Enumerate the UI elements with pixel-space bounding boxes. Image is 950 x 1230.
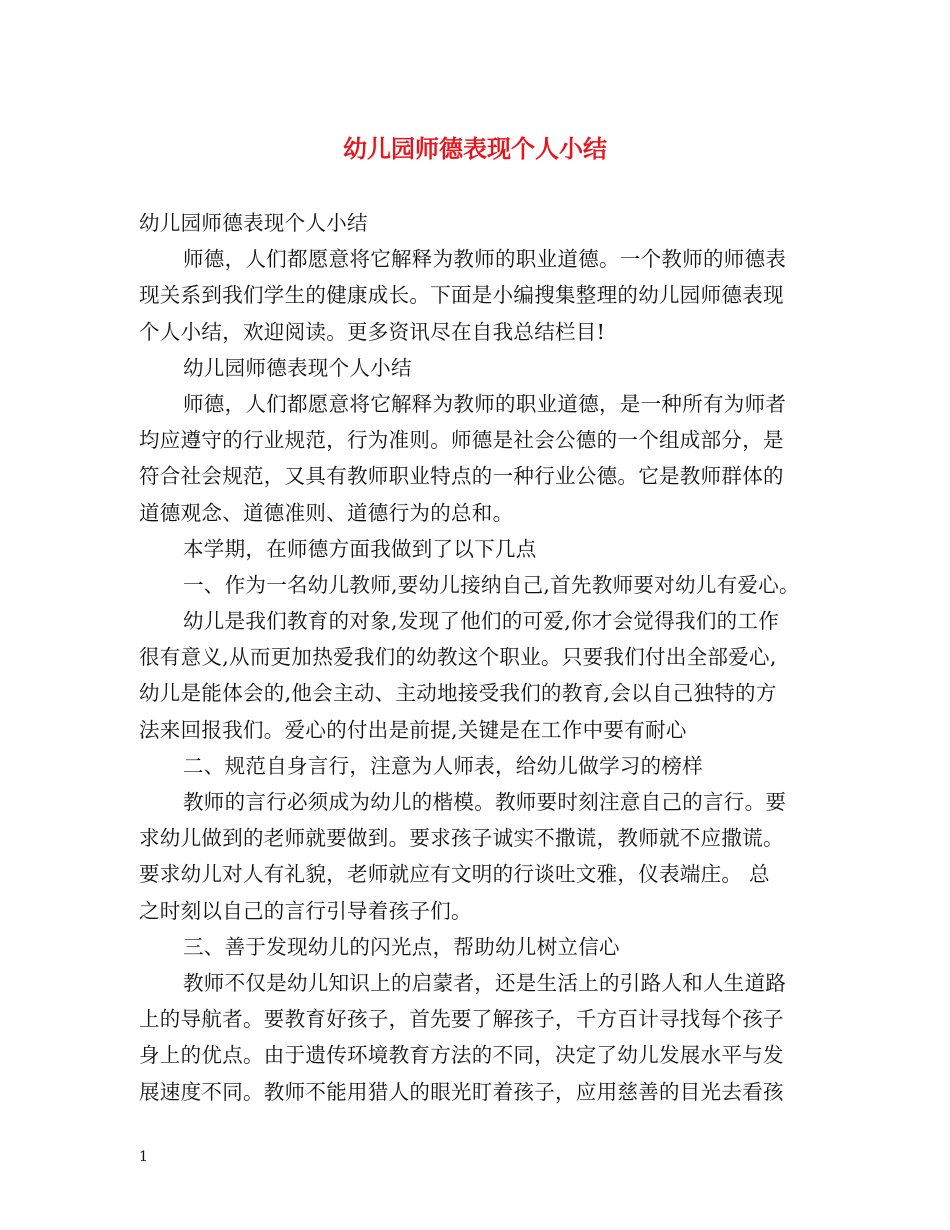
document-body <box>139 205 819 1110</box>
text-line: 符合社会规范，又具有教师职业特点的一种行业公德。它是教师群体的 <box>139 464 784 489</box>
text-line: 师德，人们都愿意将它解释为教师的职业道德。一个教师的师德表 <box>183 247 787 272</box>
text-line: 一、作为一名幼儿教师,要幼儿接纳自己,首先教师要对幼儿有爱心。 <box>183 572 800 597</box>
text-line: 均应遵守的行业规范，行为准则。师德是社会公德的一个组成部分，是 <box>139 428 784 453</box>
page-number: 1 <box>139 1149 148 1165</box>
text-line: 幼儿园师德表现个人小结 <box>139 211 368 235</box>
text-line: 教师不仅是幼儿知识上的启蒙者，还是生活上的引路人和人生道路 <box>183 970 787 995</box>
text-line: 道德观念、道德准则、道德行为的总和。 <box>139 500 514 525</box>
text-line: 教师的言行必须成为幼儿的楷模。教师要时刻注意自己的言行。要 <box>183 790 787 814</box>
text-line: 二、规范自身言行，注意为人师表，给幼儿做学习的榜样 <box>183 753 703 778</box>
text-line: 师德，人们都愿意将它解释为教师的职业道德，是一种所有为师者 <box>183 391 787 416</box>
text-line: 身上的优点。由于遗传环境教育方法的不同，决定了幼儿发展水平与发 <box>139 1043 784 1068</box>
text-line: 现关系到我们学生的健康成长。下面是小编搜集整理的幼儿园师德表现 <box>139 283 784 308</box>
text-line: 上的导航者。要教育好孩子，首先要了解孩子，千方百计寻找每个孩子 <box>139 1007 784 1032</box>
text-line: 个人小结，欢迎阅读。更多资讯尽在自我总结栏目! <box>139 319 606 344</box>
text-line: 幼儿是能体会的,他会主动、主动地接受我们的教育,会以自己独特的方 <box>139 681 777 706</box>
text-line: 幼儿是我们教育的对象,发现了他们的可爱,你才会觉得我们的工作 <box>183 609 780 634</box>
text-line: 法来回报我们。爱心的付出是前提,关键是在工作中要有耐心 <box>139 717 687 742</box>
text-line: 展速度不同。教师不能用猎人的眼光盯着孩子，应用慈善的目光去看孩 <box>139 1079 784 1104</box>
text-line: 三、善于发现幼儿的闪光点，帮助幼儿树立信心 <box>183 934 620 959</box>
text-line: 之时刻以自己的言行引导着孩子们。 <box>139 898 472 923</box>
text-line: 要求幼儿对人有礼貌，老师就应有文明的行谈吐文雅，仪表端庄。 总 <box>139 862 770 887</box>
text-line: 求幼儿做到的老师就要做到。要求孩子诚实不撒谎，教师就不应撒谎。 <box>139 826 784 851</box>
text-line: 幼儿园师德表现个人小结 <box>183 355 412 380</box>
text-line: 本学期，在师德方面我做到了以下几点 <box>183 536 537 561</box>
document-title: 幼儿园师德表现个人小结 <box>343 134 607 163</box>
text-line: 很有意义,从而更加热爱我们的幼教这个职业。只要我们付出全部爱心, <box>139 645 777 670</box>
